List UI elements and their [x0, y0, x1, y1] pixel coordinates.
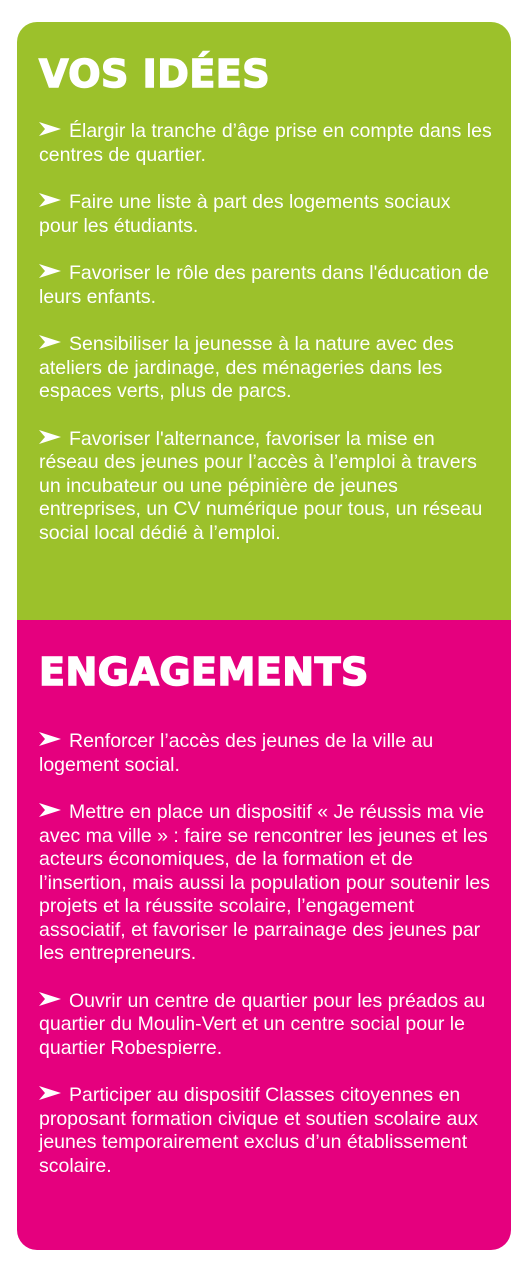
list-item	[39, 1084, 493, 1178]
arrowhead-icon	[39, 1086, 61, 1100]
arrowhead-icon	[39, 264, 61, 278]
arrowhead-icon	[39, 335, 61, 349]
list-item	[39, 990, 493, 1061]
list-item	[39, 428, 493, 546]
engagements-title: ENGAGEMENTS	[39, 650, 369, 694]
list-item-text: Participer au dispositif Classes citoyennes en proposant formation civique et soutien scolaire aux jeunes temporairement exclus d’un établissement scolaire.	[39, 1084, 478, 1177]
list-item	[39, 191, 493, 238]
arrowhead-icon	[39, 992, 61, 1006]
list-item	[39, 120, 493, 167]
list-item-text: Renforcer l’accès des jeunes de la ville au logement social.	[39, 730, 434, 776]
list-item	[39, 262, 493, 309]
ideas-list	[39, 120, 493, 545]
list-item	[39, 333, 493, 404]
list-item-text: Favoriser le rôle des parents dans l'éducation de leurs enfants.	[39, 262, 489, 308]
engagements-panel	[17, 620, 511, 1250]
arrowhead-icon	[39, 803, 61, 817]
list-item	[39, 801, 493, 966]
arrowhead-icon	[39, 122, 61, 136]
arrowhead-icon	[39, 193, 61, 207]
arrowhead-icon	[39, 732, 61, 746]
ideas-panel	[17, 22, 511, 620]
ideas-title: VOS IDÉES	[39, 52, 271, 96]
info-card	[17, 22, 511, 1250]
list-item-text: Élargir la tranche d’âge prise en compte dans les centres de quartier.	[39, 120, 492, 166]
list-item-text: Faire une liste à part des logements sociaux pour les étudiants.	[39, 191, 451, 237]
arrowhead-icon	[39, 430, 61, 444]
list-item	[39, 730, 493, 777]
list-item-text: Sensibiliser la jeunesse à la nature avec des ateliers de jardinage, des ménageries dans les espaces verts, plus de parcs.	[39, 333, 454, 402]
engagements-list	[39, 730, 493, 1178]
list-item-text: Mettre en place un dispositif « Je réussis ma vie avec ma ville » : faire se rencontrer les jeunes et les acteurs économiques, de la formation et de l’insertion, mais aussi la population pour soutenir les projets et la réussite scolaire, l’engagement associatif, et favoriser le parrainage des jeunes par les entrepreneurs.	[39, 801, 490, 964]
list-item-text: Ouvrir un centre de quartier pour les préados au quartier du Moulin-Vert et un centre social pour le quartier Robespierre.	[39, 989, 486, 1059]
list-item-text: Favoriser l'alternance, favoriser la mise en réseau des jeunes pour l’accès à l’emploi à travers un incubateur ou une pépinière de jeunes entreprises, un CV numérique pour tous, un réseau social local dédié à l’emploi.	[39, 427, 483, 544]
